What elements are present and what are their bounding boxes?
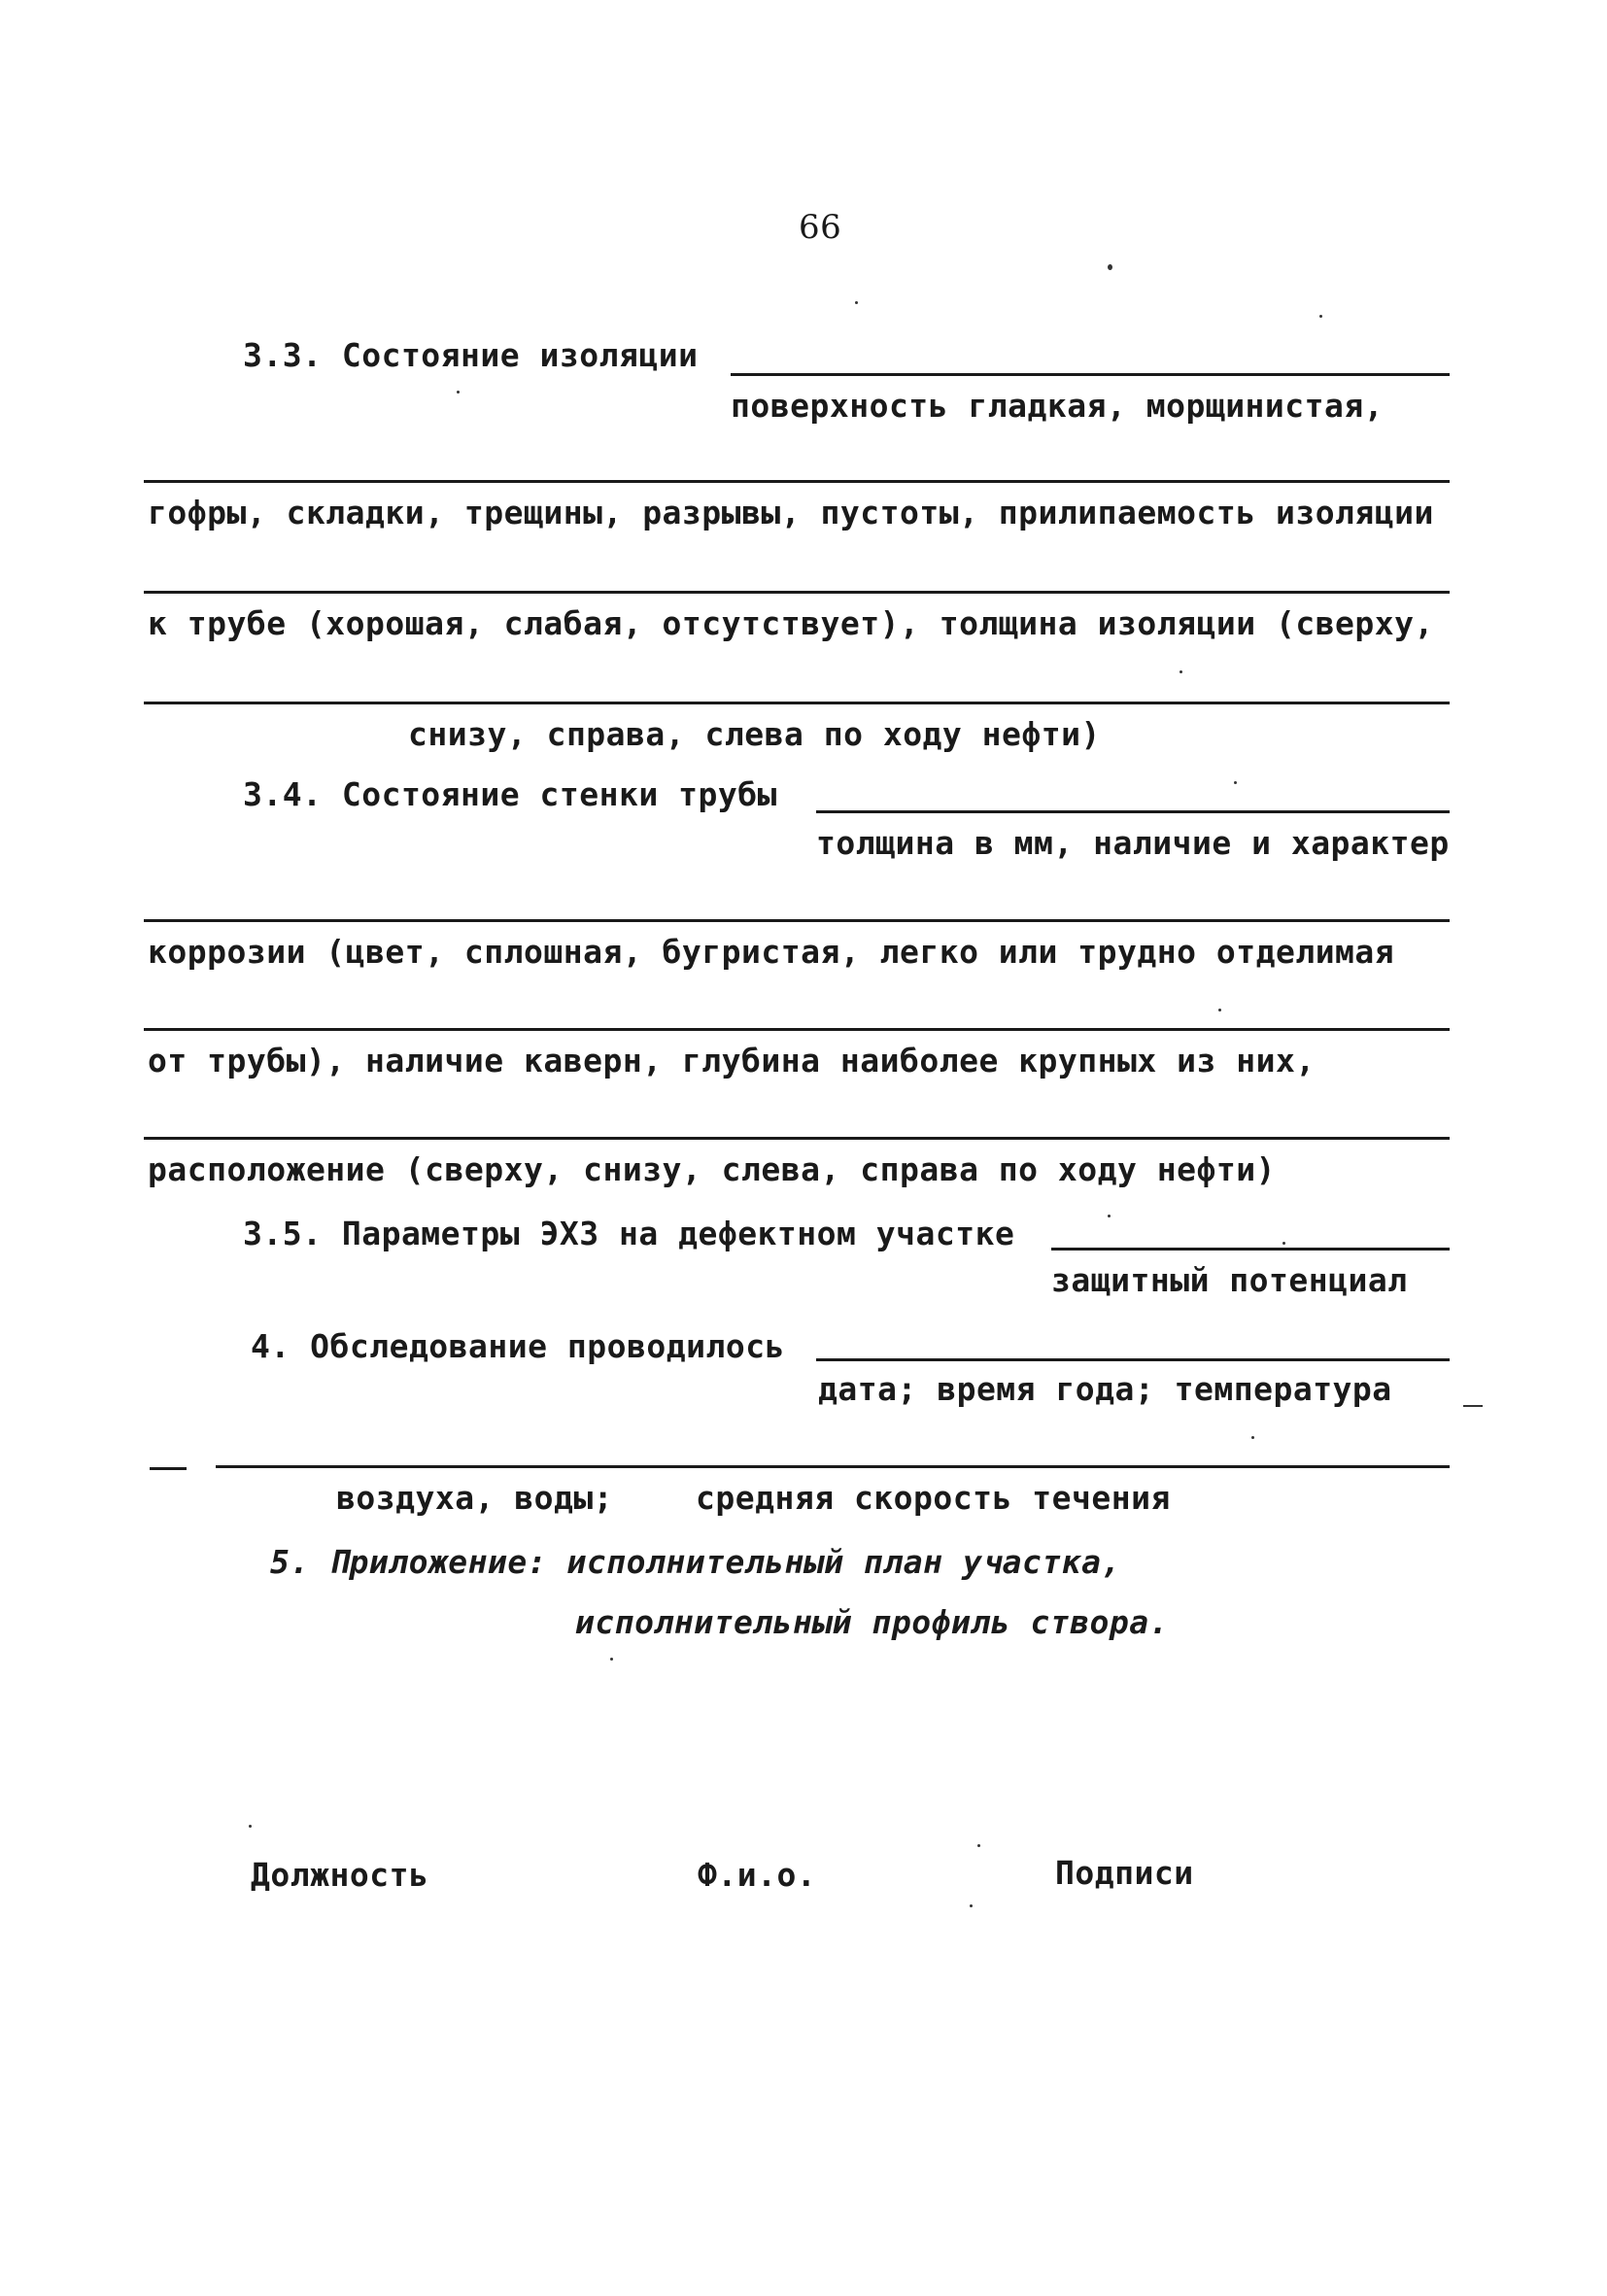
signature-position-label: Должность bbox=[251, 1856, 429, 1894]
scan-speck bbox=[1180, 670, 1182, 673]
section-3-3-label: 3.3. Состояние изоляции bbox=[243, 336, 699, 374]
scan-speck bbox=[457, 391, 460, 394]
section-4-field-line-2-dash bbox=[150, 1467, 187, 1470]
section-3-3-hint-2: гофры, складки, трещины, разрывы, пустоты, прилипаемость изоляции bbox=[148, 494, 1434, 531]
section-4-label: 4. Обследование проводилось bbox=[251, 1327, 785, 1365]
section-3-4-hint-4: расположение (сверху, снизу, слева, справа по ходу нефти) bbox=[148, 1150, 1276, 1188]
section-3-3-field-line-3[interactable] bbox=[144, 591, 1450, 594]
scan-speck bbox=[249, 1825, 252, 1828]
section-3-4-hint-2: коррозии (цвет, сплошная, бугристая, легко или трудно отделимая bbox=[148, 933, 1395, 971]
section-3-3-hint-3: к трубе (хорошая, слабая, отсутствует), толщина изоляции (сверху, bbox=[148, 604, 1434, 642]
section-5-line-2: исполнительный профиль створа. bbox=[575, 1603, 1170, 1641]
section-3-4-field-line-3[interactable] bbox=[144, 1028, 1450, 1031]
scan-speck bbox=[977, 1844, 980, 1847]
scan-speck bbox=[1319, 315, 1322, 318]
section-3-4-field-line[interactable] bbox=[816, 810, 1450, 813]
scan-speck bbox=[1251, 1436, 1254, 1439]
section-3-4-field-line-4[interactable] bbox=[144, 1137, 1450, 1140]
section-5-label: 5. Приложение: исполнительный план участка, bbox=[270, 1543, 1121, 1581]
section-3-4-label: 3.4. Состояние стенки трубы bbox=[243, 775, 777, 813]
scan-speck bbox=[1108, 1215, 1111, 1217]
section-4-hint: дата; время года; температура bbox=[818, 1370, 1392, 1408]
section-4-hint-2a: воздуха, воды; bbox=[336, 1479, 614, 1517]
signature-name-label: Ф.и.о. bbox=[698, 1856, 817, 1894]
section-4-field-line[interactable] bbox=[816, 1358, 1450, 1361]
section-3-3-field-line-2[interactable] bbox=[144, 480, 1450, 483]
section-3-5-field-line[interactable] bbox=[1051, 1248, 1450, 1251]
section-4-field-line-2[interactable] bbox=[216, 1465, 1450, 1468]
section-3-5-hint: защитный потенциал bbox=[1051, 1261, 1408, 1299]
page-number: 66 bbox=[799, 208, 842, 247]
section-3-4-hint-3: от трубы), наличие каверн, глубина наиболее крупных из них, bbox=[148, 1042, 1316, 1079]
section-3-3-field-line[interactable] bbox=[731, 373, 1450, 376]
scan-speck bbox=[1282, 1242, 1285, 1245]
section-3-4-field-line-2[interactable] bbox=[144, 919, 1450, 922]
scan-speck bbox=[970, 1904, 973, 1907]
section-3-3-field-line-4[interactable] bbox=[144, 702, 1450, 704]
section-3-4-hint: толщина в мм, наличие и характер bbox=[816, 824, 1450, 862]
scan-speck bbox=[1463, 1405, 1483, 1407]
section-3-5-label: 3.5. Параметры ЭХЗ на дефектном участке bbox=[243, 1215, 1015, 1252]
section-3-3-hint: поверхность гладкая, морщинистая, bbox=[731, 387, 1385, 425]
section-4-hint-2b: средняя скорость течения bbox=[696, 1479, 1171, 1517]
scan-speck bbox=[1234, 781, 1237, 784]
scan-speck bbox=[610, 1658, 613, 1661]
section-3-3-hint-4: снизу, справа, слева по ходу нефти) bbox=[408, 715, 1101, 753]
signature-sign-label: Подписи bbox=[1055, 1854, 1194, 1892]
scan-speck bbox=[1218, 1009, 1221, 1011]
scan-speck bbox=[1108, 264, 1112, 270]
scan-speck bbox=[855, 301, 858, 304]
